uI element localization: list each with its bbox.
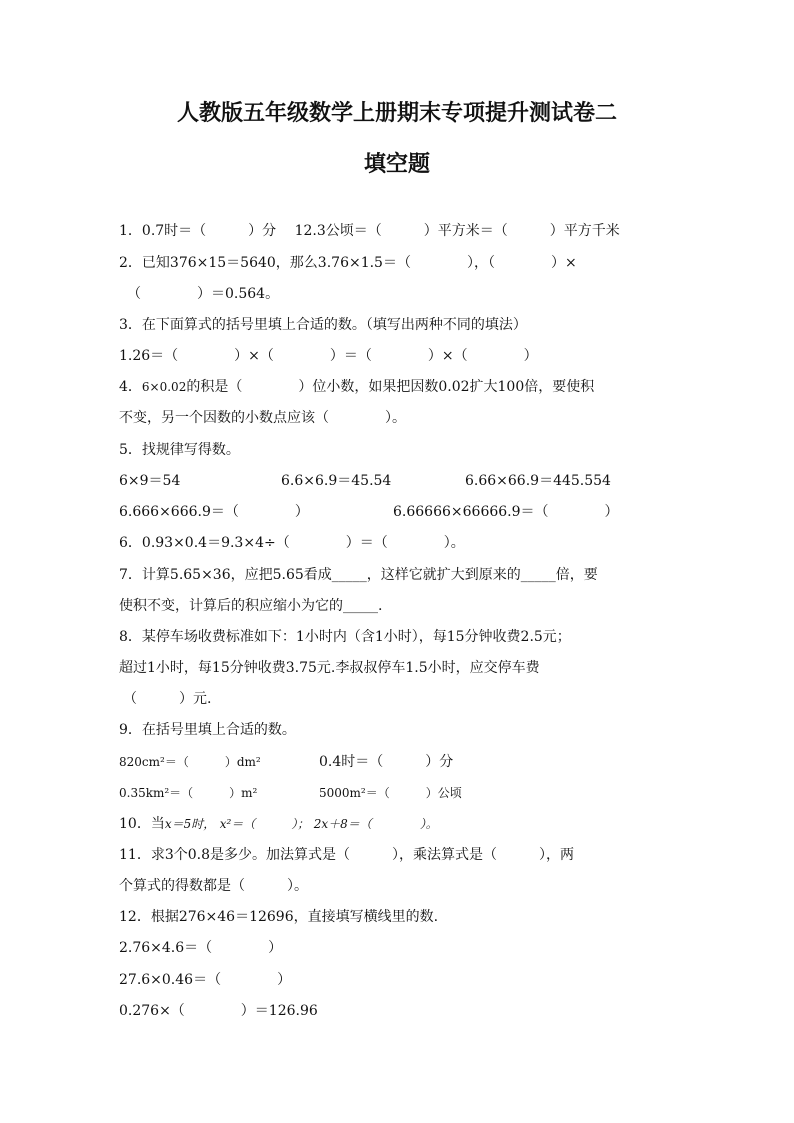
- q10-prefix: 10．当: [119, 816, 165, 832]
- q2-line2: （ ）＝0.564。: [127, 286, 280, 302]
- q9-item-b: 0.4时＝（ ）分: [319, 754, 454, 770]
- q5-pattern-4: 6.666×666.9＝（ ）: [119, 504, 309, 520]
- q8-line2: 超过1小时，每15分钟收费3.75元.李叔叔停车1.5小时，应交停车费: [119, 660, 540, 676]
- q3-equation: 1.26＝（ ）×（ ）＝（ ）×（ ）: [119, 348, 538, 364]
- q11-line2: 个算式的得数都是（ ）。: [119, 878, 308, 894]
- q4-text: 的积是（ ）位小数，如果把因数0.02扩大100倍，要使积: [186, 379, 595, 395]
- q12-line: 12．根据276×46＝12696，直接填写横线里的数.: [119, 909, 439, 925]
- q12-item-2: 27.6×0.46＝（ ）: [119, 972, 292, 988]
- q5-pattern-3: 6.66×66.9＝445.554: [465, 473, 611, 489]
- q9-line: 9．在括号里填上合适的数。: [119, 722, 296, 738]
- q7-line2: 使积不变，计算后的积应缩小为它的_____.: [119, 598, 383, 614]
- q8-line3: （ ）元.: [123, 691, 212, 707]
- q4-line2: 不变，另一个因数的小数点应该（ ）。: [119, 410, 406, 426]
- q5-pattern-1: 6×9＝54: [119, 473, 181, 489]
- q11-line1: 11．求3个0.8是多少。加法算式是（ ），乘法算式是（ ），两: [119, 847, 574, 863]
- q2-line1: 2．已知376×15＝5640，那么3.76×1.5＝（ ），（ ）×: [119, 255, 577, 271]
- q12-item-3: 0.276×（ ）＝126.96: [119, 1003, 318, 1019]
- q10-x-squared: x²＝（ ）；: [219, 817, 310, 831]
- q4-expression: 6×0.02: [141, 380, 187, 394]
- q9-item-a: 820cm²＝（ ）dm²: [119, 755, 261, 769]
- q5-line: 5．找规律写得数。: [119, 442, 240, 458]
- q4-line1: [119, 378, 594, 396]
- q5-pattern-5: 6.66666×66666.9＝（ ）: [393, 504, 619, 520]
- q12-item-1: 2.76×4.6＝（ ）: [119, 940, 283, 956]
- q10-line: [119, 815, 438, 833]
- q9-item-d: 5000m²＝（ ）公顷: [319, 786, 462, 800]
- q7-line1: 7．计算5.65×36，应把5.65看成_____，这样它就扩大到原来的_____倍，要: [119, 567, 598, 583]
- page-title: 人教版五年级数学上册期末专项提升测试卷二: [176, 100, 617, 126]
- q3-line: 3．在下面算式的括号里填上合适的数。（填写出两种不同的填法）: [119, 317, 527, 333]
- page-subtitle: 填空题: [363, 151, 430, 177]
- q10-condition: x＝5时，: [164, 817, 216, 831]
- q1-line: 1．0.7时＝（ ）分 12.3公顷＝（ ）平方米＝（ ）平方千米: [119, 223, 620, 239]
- q5-pattern-2: 6.6×6.9＝45.54: [281, 473, 392, 489]
- q4-number: 4．: [119, 379, 142, 395]
- q9-item-c: 0.35km²＝（ ）m²: [119, 786, 258, 800]
- q10-expression: 2x＋8＝（ ）。: [313, 817, 438, 831]
- q6-line: 6．0.93×0.4＝9.3×4÷（ ）＝（ ）。: [119, 535, 465, 551]
- q8-line1: 8．某停车场收费标准如下：1小时内（含1小时），每15分钟收费2.5元；: [119, 629, 571, 645]
